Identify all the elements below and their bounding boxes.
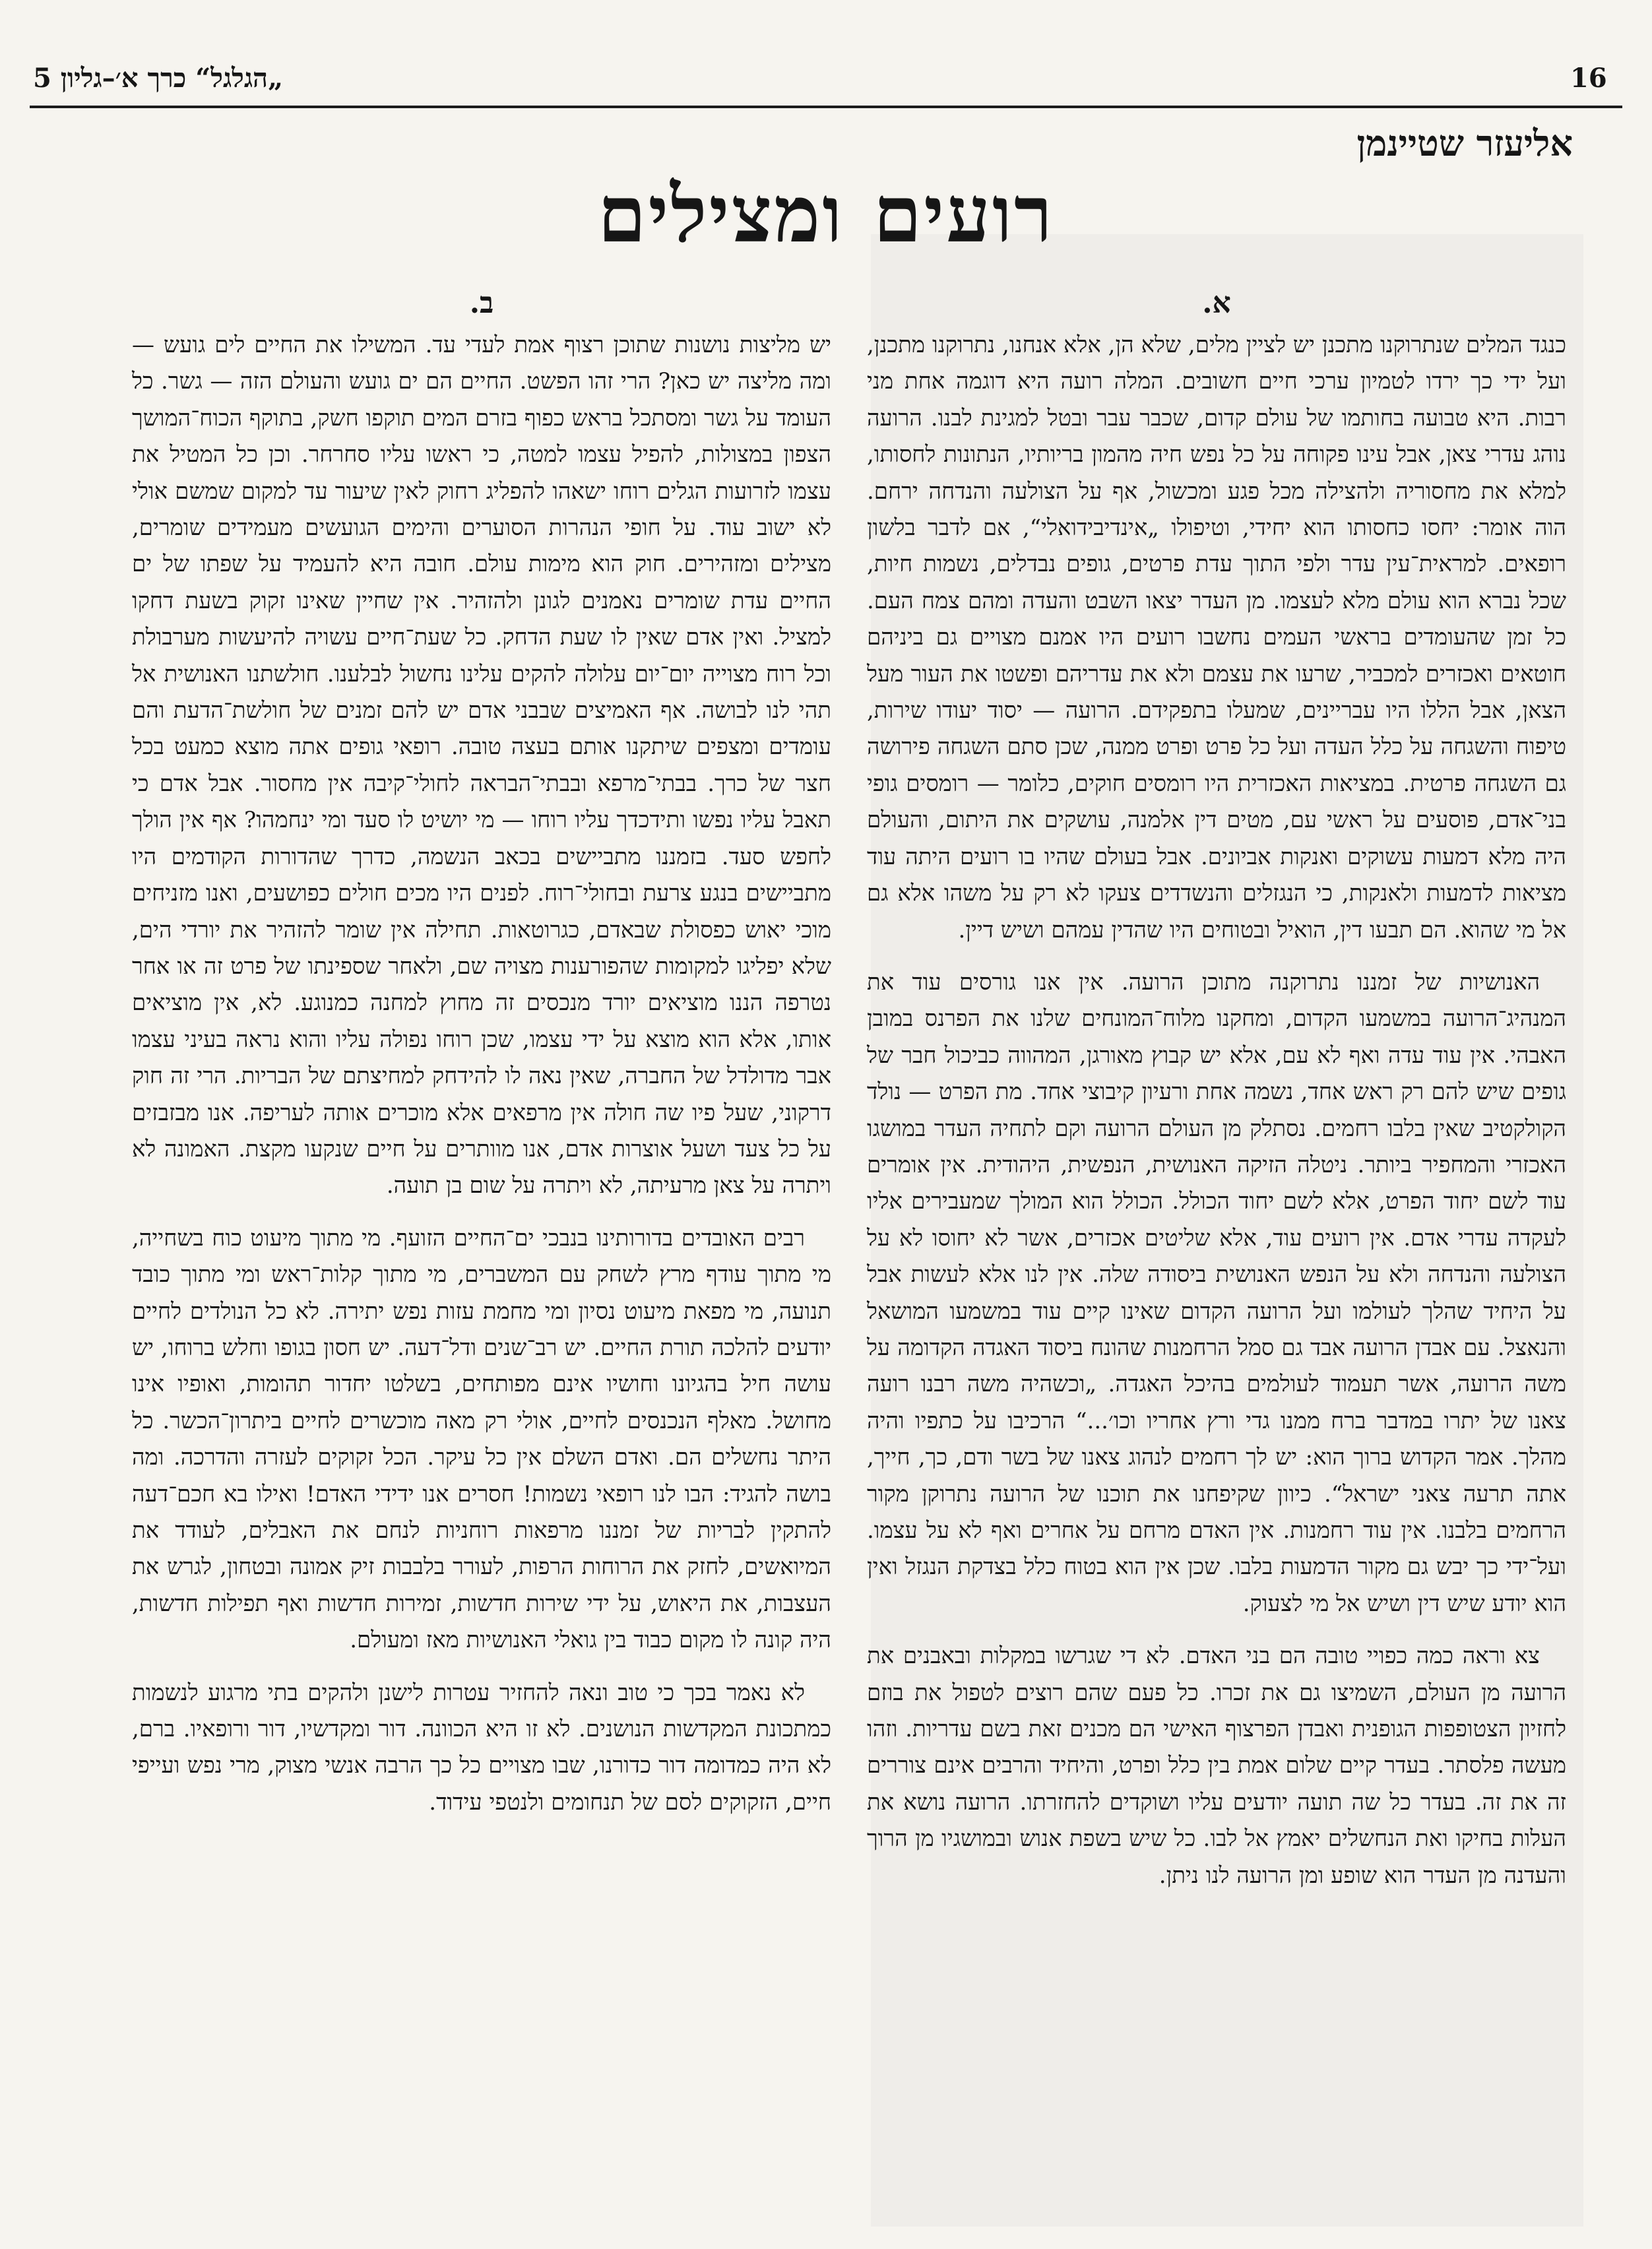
- article-title: רועים ומצילים: [597, 168, 1055, 260]
- section-a-paragraph-1: כנגד המלים שנתרוקנו מתכנן יש לציין מלים, שלא הן, אלא אנחנו, נתרוקנו מתכנן, ועל ידי כך ירדו לטמיון ערכי חיים חשובים. המלה רועה היא דוגמה אחת מני רבות. היא טבועה בחותמו של עולם קדום, שכבר עבר ובטל למגינת לבנו. הרועה נוהג עדרי צאן, אבל עינו פקוחה על כל נפש חיה מהמון בריותיו, הנתונות לחסותו, למלא את מחסוריה ולהצילה מכל פגע ומכשול, אף על הצולעה והנדחה ירחם. הוה אומר: יחסו כחסותו הוא יחידי, וטיפולו „אינדיבידואלי“, אם לדבר בלשון רופאים. למראית־עין עדר ולפי התוך עדת פרטים, גופים נבדלים, נשמות חיות, שכל נברא הוא עולם מלא לעצמו. מן העדר יצאו השבט והעדה ומהם צמח העם. כל זמן שהעומדים בראשי העמים נחשבו רועים היו אמנם מצויים גם ביניהם חוטאים ואכזרים למכביר, שרעו את עצמם ולא את עדריהם ופשטו את העור מעל הצאן, אבל הללו היו עבריינים, שמעלו בתפקידם. הרועה — יסוד יעודו שירות, טיפוח והשגחה על כלל העדה ועל כל פרט ופרט ממנה, שכן סתם השגחה פירושה גם השגחה פרטית. במציאות האכזרית היו רומסים חוקים, כלומר — רומסים גופי בני־אדם, פוסעים על ראשי עם, מטים דין אלמנה, עושקים את היתום, והעולם היה מלא דמעות עשוקים ואנקות אביונים. אבל בעולם שהיו בו רועים היתה עוד מציאות לדמעות ולאנקות, כי הנגזלים והנשדדים צעקו לא רק על משהו אלא גם אל מי שהוא. הם תבעו דין, הואיל ובטוחים היו שהדין עמהם ושיש דיין.: [867, 332, 1566, 943]
- page-number: 16: [1570, 63, 1607, 94]
- section-a-paragraph-2: האנושיות של זמננו נתרוקנה מתוכן הרועה. אין אנו גורסים עוד את המנהיג־הרועה במשמעו הקדום, ומחקנו מלוח־המונחים שלנו את הפרנס במובן האבהי. אין עוד עדה ואף לא עם, אלא יש קבוץ מאורגן, המהווה כביכול חבר של גופים שיש להם רק ראש אחד, נשמה אחת ורעיון קיבוצי אחד. מת הפרט — נולד הקולקטיב שאין בלבו רחמים. נסתלק מן העולם הרועה וקם לתחיה העדר במושגו האכזרי והמחפיר ביותר. ניטלה הזיקה האנושית, הנפשית, היהודית. אין אומרים עוד לשם יחוד הפרט, אלא לשם יחוד הכולל. הכולל הוא המולך שמעבירים אליו לעקדה עדרי אדם. אין רועים עוד, אלא שליטים אכזרים, אשר לא יחוסו לא על הצולעה והנדחה ולא על הנפש האנושית ביסודה שלה. אין לנו אלא לעשות אבל על היחיד שהלך לעולמו ועל הרועה הקדום שאינו קיים עוד במשמעו המושאל והנאצל. עם אבדן הרועה אבד גם סמל הרחמנות שהונח ביסוד האגדה הקדומה על משה הרועה, אשר תעמוד לעולמים בהיכל האגדה. „וכשהיה משה רבנו רועה צאנו של יתרו במדבר ברח ממנו גדי ורץ אחריו וכו׳...“ הרכיבו על כתפיו והיה מהלך. אמר הקדוש ברוך הוא: יש לך רחמים לנהוג צאנו של בשר ודם, כך, חייך, אתה תרעה צאני ישראל“. כיוון שקיפחנו את תוכנו של הרועה נתרוקן מקור הרחמים בלבנו. אין עוד רחמנות. אין האדם מרחם על אחרים ואף לא על עצמו. ועל־ידי כך יבש גם מקור הדמעות בלבו. שכן אין הוא בטוח כלל בצדקת הנגזל ואין הוא יודע שיש דין ושיש אל מי לצעוק.: [867, 968, 1567, 1617]
- article-author: אליעזר שטיינמן: [1356, 122, 1573, 164]
- section-b-paragraph-2: רבים האובדים בדורותינו בנבכי ים־החיים הזועף. מי מתוך מיעוט כוח בשחייה, מי מתוך עודף מרץ לשחק עם המשברים, מי מתוך קלות־ראש ומי מתוך כובד תנועה, מי מפאת מיעוט נסיון ומי מחמת עזות נפש יתירה. לא כל הנולדים לחיים יודעים להלכה תורת החיים. יש רב־שנים ודל־דעה. יש חסון בגופו וחלש ברוחו, יש עושה חיל בהגיונו וחושיו אינם מפותחים, בשלטו יחדור תהומות, ואופיו אינו מחושל. מאלף הנכנסים לחיים, אולי רק מאה מוכשרים לחיים ביתרון־הכשר. כל היתר נחשלים הם. ואדם השלם אין כל עיקר. הכל זקוקים לעזרה והדרכה. ומה בושה להגיד: הבו לנו רופאי נשמות! חסרים אנו ידידי האדם! ואילו בא חכם־דעה להתקין לבריות של זמננו מרפאות רוחניות לנחם את האבלים, לעודד את המיואשים, לחזק את הרוחות הרפות, לעורר בלבבות זיק אמונה ובטחון, לגרש את העצבות, את היאוש, על ידי שירות חדשות, זמירות חדשות ואף תפילות חדשות, היה קונה לו מקום כבוד בין גואלי האנושיות מאז ומעולם.: [132, 1224, 832, 1654]
- section-a-label: א.: [1202, 286, 1231, 320]
- section-b-label: ב.: [469, 286, 494, 320]
- header-rule: [30, 106, 1622, 108]
- running-header: „הגלגל“ כרך א׳–גליון 5: [33, 63, 284, 94]
- section-a-paragraph-3: צא וראה כמה כפויי טובה הם בני האדם. לא די שגרשו במקלות ובאבנים את הרועה מן העולם, השמיצו גם את זכרו. כל פעם שהם רוצים לטפול את בוזם לחזיון הצטופפות הגופנית ואבדן הפרצוף האישי הם מכנים זאת בשם עדריות. וזהו מעשה פלסתר. בעדר קיים שלום אמת בין כלל ופרט, והיחיד והרבים אינם צוררים זה את זה. בעדר כל שה תועה יודעים עליו ושוקדים להחזרתו. הרועה נושא את העלות בחיקו ואת הנחשלים יאמץ אל לבו. כל שיש בשפת אנוש ובמושגיו מן הרוך והעדנה מן העדר הוא שופע ומן הרועה לנו ניתן.: [867, 1643, 1566, 1889]
- section-b-paragraph-3: לא נאמר בכך כי טוב ונאה להחזיר עטרות לישנן ולהקים בתי מרגוע לנשמות כמתכונת המקדשות הנושנים. לא זו היא הכוונה. דור ומקדשיו, דור ורופאיו. ברם, לא היה כמדומה דור כדורנו, שבו מצויים כל כך הרבה אנשי מצוק, מרי נפש ועייפי חיים, הזקוקים לסם של תנחומים ולנטפי עידוד.: [132, 1679, 831, 1816]
- column-section-a: [867, 284, 1566, 1910]
- section-b-paragraph-1: יש מליצות נושנות שתוכן רצוף אמת לעדי עד. המשילו את החיים לים גועש — ומה מליצה יש כאן? הרי זהו הפשט. החיים הם ים גועש והעולם הזה — גשר. כל העומד על גשר ומסתכל בראש כפוף בזרם המים תוקפו חשק, בתוקף הכוח־המושך הצפון במצולות, להפיל עצמו למטה, כי ראשו עליו סחרחר. וכן כל המטיל את עצמו לזרועות הגלים רוחו ישאהו להפליג רחוק לאין שיעור עד למקום שמשם אולי לא ישוב עוד. על חופי הנהרות הסוערים והימים הגועשים מעמידים שומרים, מצילים ומזהירים. חוק הוא מימות עולם. חובה היא להעמיד על שפתו של ים החיים עדת שומרים נאמנים לגונן ולהזהיר. אין שחיין שאינו זקוק בשעת דחקו למציל. ואין אדם שאין לו שעת הדחק. כל שעת־חיים עשויה להיעשות מערבולת וכל רוח מצוייה יום־יום עלולה להקים עלינו נחשול לבלענו. חולשתנו האנושית אל תהי לנו לבושה. אף האמיצים שבבני אדם יש להם זמנים של חולשת־הדעת והם עומדים ומצפים שיתקנו אותם בעצה טובה. רופאי גופים אתה מוצא כמעט בכל חצר של כרך. בבתי־מרפא ובבתי־הבראה לחולי־קיבה אין מחסור. אבל אדם כי תאבל עליו נפשו ותידכדך עליו רוחו — מי יושיט לו סעד ומי ינחמהו? אף אין הולך לחפש סעד. בזמננו מתביישים בכאב הנשמה, כדרך שהדורות הקודמים היו מתביישים בנגע צרעת ובחולי־רוח. לפנים היו מכים חולים כפושעים, ואנו מזניחים מוכי יאוש כפסולת שבאדם, כגרוטאות. תחילה אין שומר להזהיר את יורדי הים, שלא יפליגו למקומות שהפורענות מצויה שם, ולאחר שספינתו של פרט זה או אחר נטרפה הננו מוציאים יורד מנכסים זה מחוץ למחנה כמנוגע. לא, אין מוציאים אותו, אלא הוא מוצא על ידי עצמו, שכן רוחו נפולה עליו והוא נראה בעיני עצמו אבר מדולדל של החברה, שאין נאה לו להידחק למחיצתם של הבריות. הרי זה חוק דרקוני, שעל פיו שה חולה אין מרפאים אלא מוכרים אותה לעריפה. אנו מבזבזים על כל צעד ושעל אוצרות אדם, אנו מוותרים על חיים שנקעו מקצת. האמונה לא ויתרה על צאן מרעיתה, לא ויתרה על שום בן תועה.: [132, 332, 831, 1199]
- column-section-b: [132, 284, 831, 1837]
